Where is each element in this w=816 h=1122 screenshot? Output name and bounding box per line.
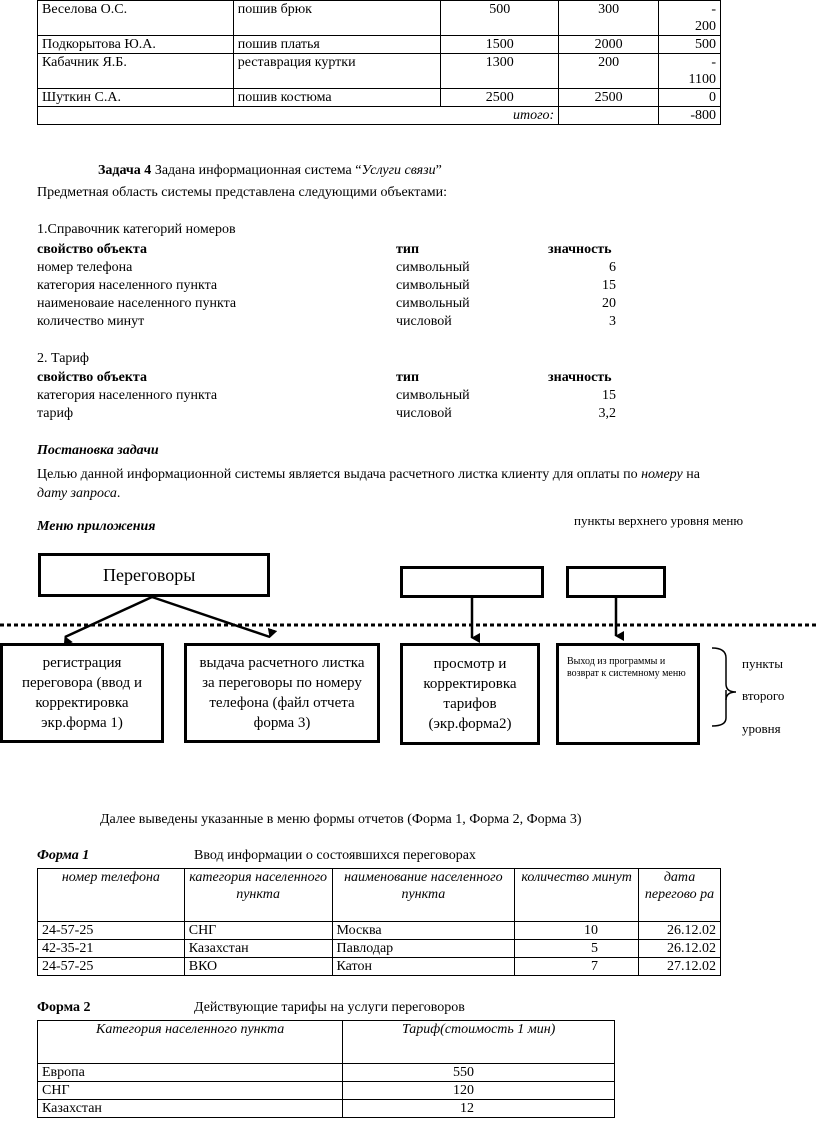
column-header: количество минут: [515, 869, 639, 922]
table-row: [38, 1100, 615, 1118]
task-intro: Предметная область системы представлена следующими объектами:: [37, 185, 448, 200]
submenu-issue-statement[interactable]: выдача расчетного листка за переговоры по номеру телефона (файл отчета форма 3): [184, 643, 380, 743]
form2-label: Форма 2: [37, 1000, 91, 1015]
amount: 300: [559, 1, 659, 36]
table-cell: Казахстан: [38, 1100, 343, 1118]
brace-lower-icon: [700, 690, 740, 740]
table-cell: 10: [515, 922, 639, 940]
column-header-length: значность: [548, 370, 612, 385]
difference: 500: [659, 36, 721, 54]
table-cell: Катон: [332, 958, 515, 976]
amount: 2500: [441, 89, 559, 107]
client-name: Подкорытова Ю.А.: [38, 36, 234, 54]
table-row: [38, 958, 721, 976]
property-type: числовой: [396, 406, 452, 421]
property-length: 15: [602, 278, 616, 293]
column-header: дата перегово ра: [639, 869, 721, 922]
forms-intro: Далее выведены указанные в меню формы отчетов (Форма 1, Форма 2, Форма 3): [100, 812, 582, 827]
table-row: [38, 36, 721, 54]
table-cell: 12: [343, 1100, 615, 1118]
client-name: Веселова О.С.: [38, 1, 234, 36]
form2-title: Действующие тарифы на услуги переговоров: [194, 1000, 465, 1015]
property-length: 6: [609, 260, 616, 275]
total-value: -800: [659, 107, 721, 125]
table-cell: Москва: [332, 922, 515, 940]
column-header-property: свойство объекта: [37, 242, 147, 257]
table-row: [38, 1, 721, 36]
menu-top-negotiations[interactable]: Переговоры: [38, 553, 270, 597]
table-row: [38, 1064, 615, 1082]
table-cell: Европа: [38, 1064, 343, 1082]
table-header-row: [38, 869, 721, 922]
amount: 2500: [559, 89, 659, 107]
form1-label: Форма 1: [37, 848, 90, 863]
submenu-register-negotiation[interactable]: регистрация переговора (ввод и корректировка экр.форма 1): [0, 643, 164, 743]
property-name: количество минут: [37, 314, 145, 329]
service: пошив брюк: [233, 1, 441, 36]
client-name: Кабачник Я.Б.: [38, 54, 234, 89]
amount: 500: [441, 1, 559, 36]
table-cell: 24-57-25: [38, 922, 185, 940]
property-name: номер телефона: [37, 260, 133, 275]
difference: - 200: [659, 1, 721, 36]
amount: 1300: [441, 54, 559, 89]
property-length: 3: [609, 314, 616, 329]
table-cell: Казахстан: [184, 940, 332, 958]
table-row: [38, 54, 721, 89]
amount: 1500: [441, 36, 559, 54]
arrow-left-2: [152, 597, 270, 637]
property-length: 15: [602, 388, 616, 403]
column-header: категория населенного пункта: [184, 869, 332, 922]
table-header-row: [38, 1021, 615, 1064]
second-level-note-3: уровня: [742, 721, 781, 736]
table-cell: 42-35-21: [38, 940, 185, 958]
column-header-type: тип: [396, 370, 420, 385]
column-header-type: тип: [396, 242, 420, 257]
object2-title: 2. Тариф: [37, 351, 89, 366]
property-type: числовой: [396, 314, 452, 329]
column-header: Категория населенного пункта: [38, 1021, 343, 1064]
client-name: Шуткин С.А.: [38, 89, 234, 107]
table-row: [38, 1082, 615, 1100]
table-cell: СНГ: [184, 922, 332, 940]
column-header: Тариф(стоимость 1 мин): [343, 1021, 615, 1064]
table-cell: 7: [515, 958, 639, 976]
service: пошив платья: [233, 36, 441, 54]
property-type: символьный: [396, 278, 470, 293]
object1-title: 1.Справочник категорий номеров: [37, 222, 236, 237]
task-heading: Задача 4 Задана информационная система “Услуги связи”: [98, 163, 442, 178]
service: пошив костюма: [233, 89, 441, 107]
statement-heading: Постановка задачи: [37, 443, 159, 458]
second-level-note-1: пункты: [742, 656, 783, 671]
submenu-exit-program[interactable]: Выход из программы и возврат к системному меню: [556, 643, 700, 745]
property-type: символьный: [396, 388, 470, 403]
property-type: символьный: [396, 296, 470, 311]
table-cell: 24-57-25: [38, 958, 185, 976]
submenu-view-tariffs[interactable]: просмотр и корректировка тарифов (экр.форма2): [400, 643, 540, 745]
arrow-left-1: [65, 597, 152, 637]
table-cell: ВКО: [184, 958, 332, 976]
statement-text: Целью данной информационной системы является выдача расчетного листка клиенту для оплаты по номеру на дату запроса.: [37, 467, 700, 501]
table-cell: 26.12.02: [639, 940, 721, 958]
form1-title: Ввод информации о состоявшихся переговорах: [194, 848, 476, 863]
difference: - 1100: [659, 54, 721, 89]
table-cell: 120: [343, 1082, 615, 1100]
table-cell: Павлодар: [332, 940, 515, 958]
property-type: символьный: [396, 260, 470, 275]
menu-heading: Меню приложения: [37, 519, 156, 534]
amount: 200: [559, 54, 659, 89]
property-name: категория населенного пункта: [37, 388, 218, 403]
table-cell: 550: [343, 1064, 615, 1082]
amount: 2000: [559, 36, 659, 54]
column-header: наименование населенного пункта: [332, 869, 515, 922]
table-row: [38, 922, 721, 940]
table-row: [38, 940, 721, 958]
total-row: [38, 107, 721, 125]
second-level-note-2: второго: [742, 688, 785, 703]
table-cell: 26.12.02: [639, 922, 721, 940]
top-table: [37, 0, 721, 125]
table-cell: СНГ: [38, 1082, 343, 1100]
property-name: наименоваие населенного пункта: [37, 296, 237, 311]
table-cell: 5: [515, 940, 639, 958]
column-header: номер телефона: [38, 869, 185, 922]
property-name: категория населенного пункта: [37, 278, 218, 293]
column-header-length: значность: [548, 242, 612, 257]
top-level-note: пункты верхнего уровня меню: [574, 513, 744, 528]
property-name: тариф: [37, 406, 74, 421]
property-length: 20: [602, 296, 616, 311]
table-row: [38, 89, 721, 107]
total-label: итого:: [38, 107, 559, 125]
table-cell: 27.12.02: [639, 958, 721, 976]
service: реставрация куртки: [233, 54, 441, 89]
form2-table: [37, 1020, 615, 1118]
form1-table: [37, 868, 721, 976]
difference: 0: [659, 89, 721, 107]
column-header-property: свойство объекта: [37, 370, 147, 385]
property-length: 3,2: [598, 406, 616, 421]
